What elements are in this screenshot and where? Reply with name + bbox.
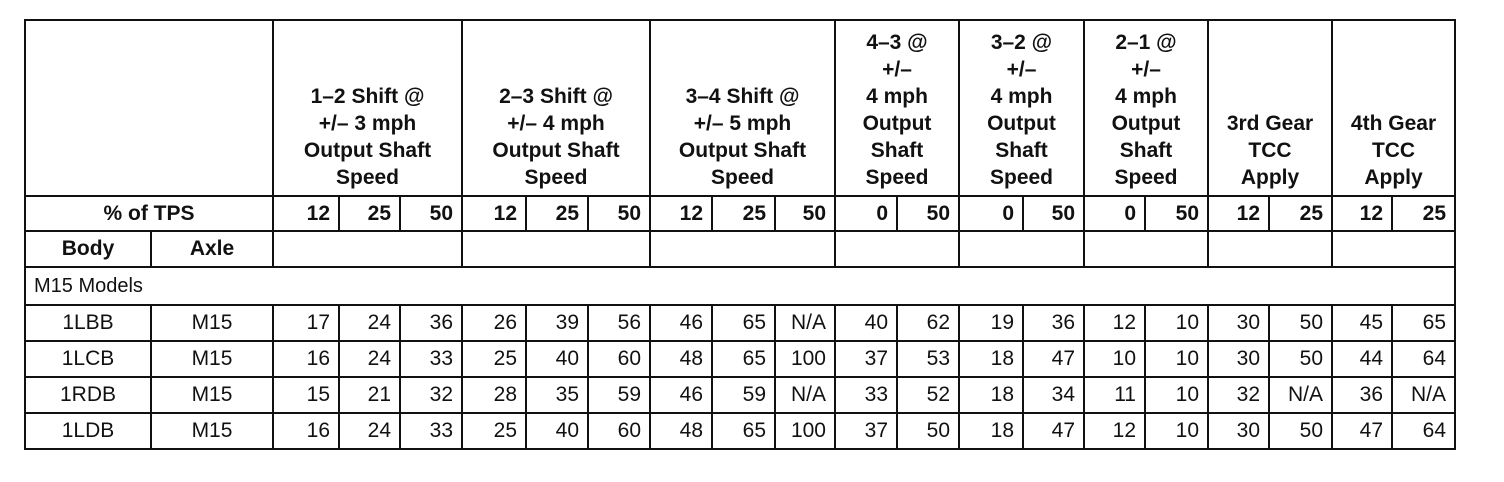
value-cell: 24 (339, 341, 400, 377)
header-2-3-shift: 2–3 Shift @ +/– 4 mph Output Shaft Speed (462, 20, 650, 196)
axle-label: Axle (151, 231, 273, 267)
axle-cell: M15 (151, 413, 273, 449)
tps-value: 12 (1332, 196, 1392, 231)
value-cell: 18 (959, 377, 1023, 413)
value-cell: 10 (1145, 413, 1208, 449)
value-cell: 17 (273, 305, 339, 341)
value-cell: 65 (712, 305, 775, 341)
tps-value: 25 (712, 196, 775, 231)
value-cell: 36 (400, 305, 462, 341)
tps-value: 0 (959, 196, 1023, 231)
value-cell: N/A (775, 305, 835, 341)
empty-cell (1332, 231, 1455, 267)
empty-cell (835, 231, 959, 267)
value-cell: 34 (1023, 377, 1084, 413)
value-cell: 39 (526, 305, 588, 341)
header-4-3-downshift: 4–3 @ +/– 4 mph Output Shaft Speed (835, 20, 959, 196)
value-cell: 40 (526, 341, 588, 377)
value-cell: 12 (1084, 305, 1145, 341)
empty-cell (462, 231, 650, 267)
value-cell: 65 (712, 413, 775, 449)
value-cell: 11 (1084, 377, 1145, 413)
tps-value: 50 (400, 196, 462, 231)
value-cell: 48 (650, 413, 712, 449)
tps-value: 25 (526, 196, 588, 231)
value-cell: 37 (835, 341, 897, 377)
value-cell: 48 (650, 341, 712, 377)
value-cell: 50 (1269, 305, 1332, 341)
empty-cell (273, 231, 462, 267)
value-cell: 18 (959, 413, 1023, 449)
body-cell: 1LBB (25, 305, 151, 341)
value-cell: 40 (526, 413, 588, 449)
value-cell: 33 (835, 377, 897, 413)
value-cell: 15 (273, 377, 339, 413)
value-cell: 59 (712, 377, 775, 413)
value-cell: 10 (1084, 341, 1145, 377)
value-cell: N/A (1392, 377, 1455, 413)
value-cell: 33 (400, 413, 462, 449)
body-cell: 1RDB (25, 377, 151, 413)
table-row (25, 377, 1455, 413)
table-row (25, 305, 1455, 341)
table-row (25, 341, 1455, 377)
tps-value: 25 (1392, 196, 1455, 231)
body-axle-row (25, 231, 1455, 267)
value-cell: 50 (1269, 413, 1332, 449)
header-4th-gear-tcc: 4th Gear TCC Apply (1332, 20, 1455, 196)
value-cell: 10 (1145, 341, 1208, 377)
tps-value: 50 (588, 196, 650, 231)
value-cell: 47 (1332, 413, 1392, 449)
value-cell: 65 (1392, 305, 1455, 341)
value-cell: 50 (897, 413, 959, 449)
value-cell: 47 (1023, 413, 1084, 449)
value-cell: 59 (588, 377, 650, 413)
tps-value: 0 (835, 196, 897, 231)
value-cell: 10 (1145, 377, 1208, 413)
tps-value: 50 (1023, 196, 1084, 231)
tps-row (25, 196, 1455, 231)
corner-header-cell (25, 20, 273, 196)
value-cell: 16 (273, 413, 339, 449)
value-cell: N/A (1269, 377, 1332, 413)
header-3-4-shift: 3–4 Shift @ +/– 5 mph Output Shaft Speed (650, 20, 835, 196)
value-cell: 28 (462, 377, 526, 413)
value-cell: 30 (1208, 305, 1269, 341)
value-cell: 40 (835, 305, 897, 341)
header-1-2-shift: 1–2 Shift @ +/– 3 mph Output Shaft Speed (273, 20, 462, 196)
value-cell: 24 (339, 413, 400, 449)
value-cell: 33 (400, 341, 462, 377)
empty-cell (650, 231, 835, 267)
tps-value: 25 (1269, 196, 1332, 231)
value-cell: 26 (462, 305, 526, 341)
value-cell: 36 (1332, 377, 1392, 413)
value-cell: 65 (712, 341, 775, 377)
value-cell: 46 (650, 305, 712, 341)
value-cell: 30 (1208, 413, 1269, 449)
value-cell: 62 (897, 305, 959, 341)
tps-value: 25 (339, 196, 400, 231)
header-3-2-downshift: 3–2 @ +/– 4 mph Output Shaft Speed (959, 20, 1084, 196)
value-cell: 30 (1208, 341, 1269, 377)
value-cell: 32 (1208, 377, 1269, 413)
body-cell: 1LDB (25, 413, 151, 449)
empty-cell (959, 231, 1084, 267)
value-cell: 36 (1023, 305, 1084, 341)
value-cell: 16 (273, 341, 339, 377)
value-cell: 32 (400, 377, 462, 413)
value-cell: 21 (339, 377, 400, 413)
tps-value: 0 (1084, 196, 1145, 231)
empty-cell (1208, 231, 1332, 267)
value-cell: 37 (835, 413, 897, 449)
value-cell: 44 (1332, 341, 1392, 377)
empty-cell (1084, 231, 1208, 267)
value-cell: 25 (462, 413, 526, 449)
value-cell: 50 (1269, 341, 1332, 377)
value-cell: 35 (526, 377, 588, 413)
value-cell: 19 (959, 305, 1023, 341)
value-cell: 56 (588, 305, 650, 341)
axle-cell: M15 (151, 305, 273, 341)
value-cell: 60 (588, 413, 650, 449)
axle-cell: M15 (151, 341, 273, 377)
value-cell: 47 (1023, 341, 1084, 377)
tps-value: 50 (1145, 196, 1208, 231)
tps-value: 12 (1208, 196, 1269, 231)
value-cell: 100 (775, 413, 835, 449)
tps-label: % of TPS (25, 196, 273, 231)
value-cell: 25 (462, 341, 526, 377)
tps-value: 12 (462, 196, 526, 231)
value-cell: 64 (1392, 341, 1455, 377)
axle-cell: M15 (151, 377, 273, 413)
value-cell: 12 (1084, 413, 1145, 449)
tps-value: 12 (650, 196, 712, 231)
value-cell: 52 (897, 377, 959, 413)
value-cell: 24 (339, 305, 400, 341)
value-cell: 64 (1392, 413, 1455, 449)
tps-value: 50 (775, 196, 835, 231)
header-3rd-gear-tcc: 3rd Gear TCC Apply (1208, 20, 1332, 196)
section-label: M15 Models (25, 267, 1455, 305)
value-cell: 46 (650, 377, 712, 413)
shift-speed-table (24, 19, 1456, 450)
column-header-row (25, 20, 1455, 196)
tps-value: 50 (897, 196, 959, 231)
body-cell: 1LCB (25, 341, 151, 377)
section-row (25, 267, 1455, 305)
value-cell: 18 (959, 341, 1023, 377)
value-cell: 60 (588, 341, 650, 377)
value-cell: 53 (897, 341, 959, 377)
value-cell: 45 (1332, 305, 1392, 341)
body-label: Body (25, 231, 151, 267)
header-2-1-downshift: 2–1 @ +/– 4 mph Output Shaft Speed (1084, 20, 1208, 196)
value-cell: 10 (1145, 305, 1208, 341)
value-cell: N/A (775, 377, 835, 413)
value-cell: 100 (775, 341, 835, 377)
tps-value: 12 (273, 196, 339, 231)
table-row (25, 413, 1455, 449)
